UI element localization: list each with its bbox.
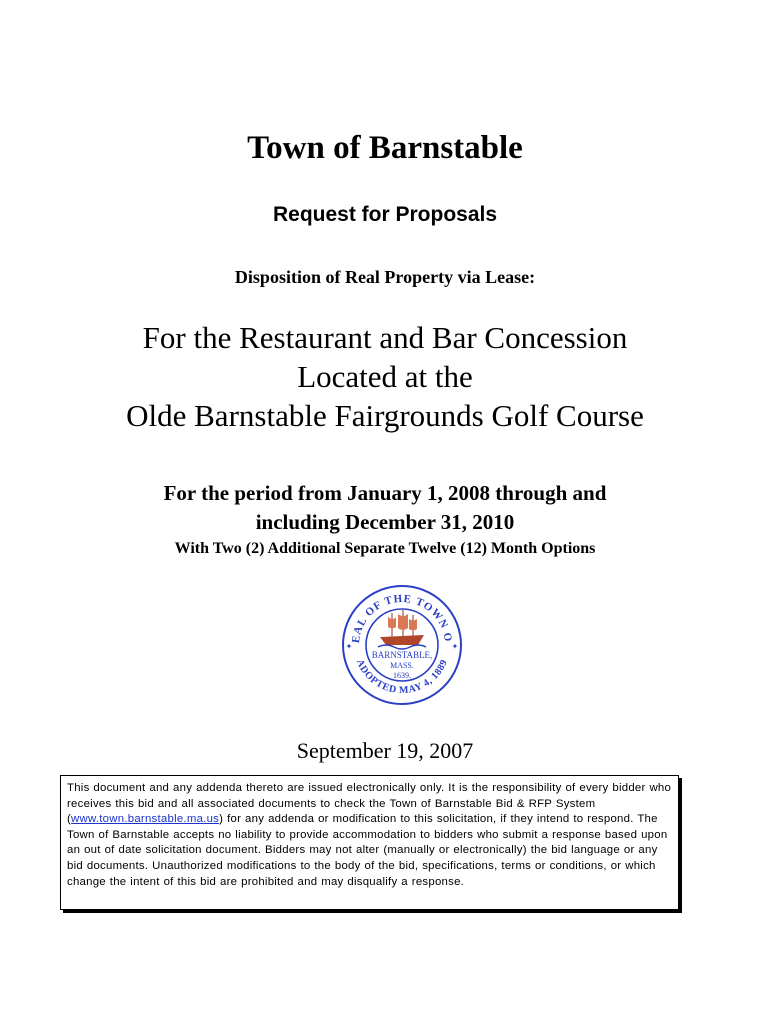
concession-line-1: For the Restaurant and Bar Concession	[142, 320, 628, 355]
disposition-heading: Disposition of Real Property via Lease:	[234, 267, 536, 287]
seal-center-name: BARNSTABLE,	[371, 650, 433, 660]
seal-bottom-text: ADOPTED MAY 4, 1889	[353, 657, 451, 697]
seal-center-year: 1639.	[393, 671, 411, 680]
notice-text-part-1: This document and any addenda thereto are issued electronically only. It is the responsibility of every bidder who receives this bid and all associated documents to check the Town of Barnstable Bid & RFP System (	[67, 782, 672, 826]
concession-line-2: Located at the	[297, 359, 473, 394]
seal-left-star: ✦	[345, 642, 353, 651]
seal-right-star: ✦	[451, 642, 459, 651]
period-line-1: For the period from January 1, 2008 through and	[163, 481, 607, 505]
seal-top-text: EAL OF THE TOWN O	[349, 592, 455, 644]
document-subtitle: Request for Proposals	[272, 203, 498, 226]
lease-options: With Two (2) Additional Separate Twelve (12) Month Options	[174, 540, 596, 557]
document-date: September 19, 2007	[296, 738, 474, 763]
lease-period	[0, 479, 770, 537]
ship-icon	[378, 610, 426, 649]
electronic-notice-box	[60, 775, 679, 910]
seal-center-state: MASS.	[390, 661, 414, 670]
concession-line-3: Olde Barnstable Fairgrounds Golf Course	[126, 398, 644, 433]
period-line-2: including December 31, 2010	[255, 510, 515, 534]
town-seal	[340, 583, 464, 707]
document-title: Town of Barnstable	[247, 130, 523, 166]
barnstable-website-link[interactable]: www.town.barnstable.ma.us	[71, 813, 220, 826]
town-seal-graphic	[340, 583, 464, 707]
notice-text-part-2: ) for any addenda or modification to this solicitation, if they intend to respond. The Town of Barnstable accepts no liability to provide accommodation to bidders who submit a response based upon an out of date solicitation document. Bidders may not alter (manually or electronically) the bid language or any bid documents. Unauthorized modifications to the body of the bid, specifications, terms or conditions, or which change the intent of this bid are prohibited and may disqualify a response.	[67, 813, 668, 888]
concession-heading	[0, 318, 770, 435]
